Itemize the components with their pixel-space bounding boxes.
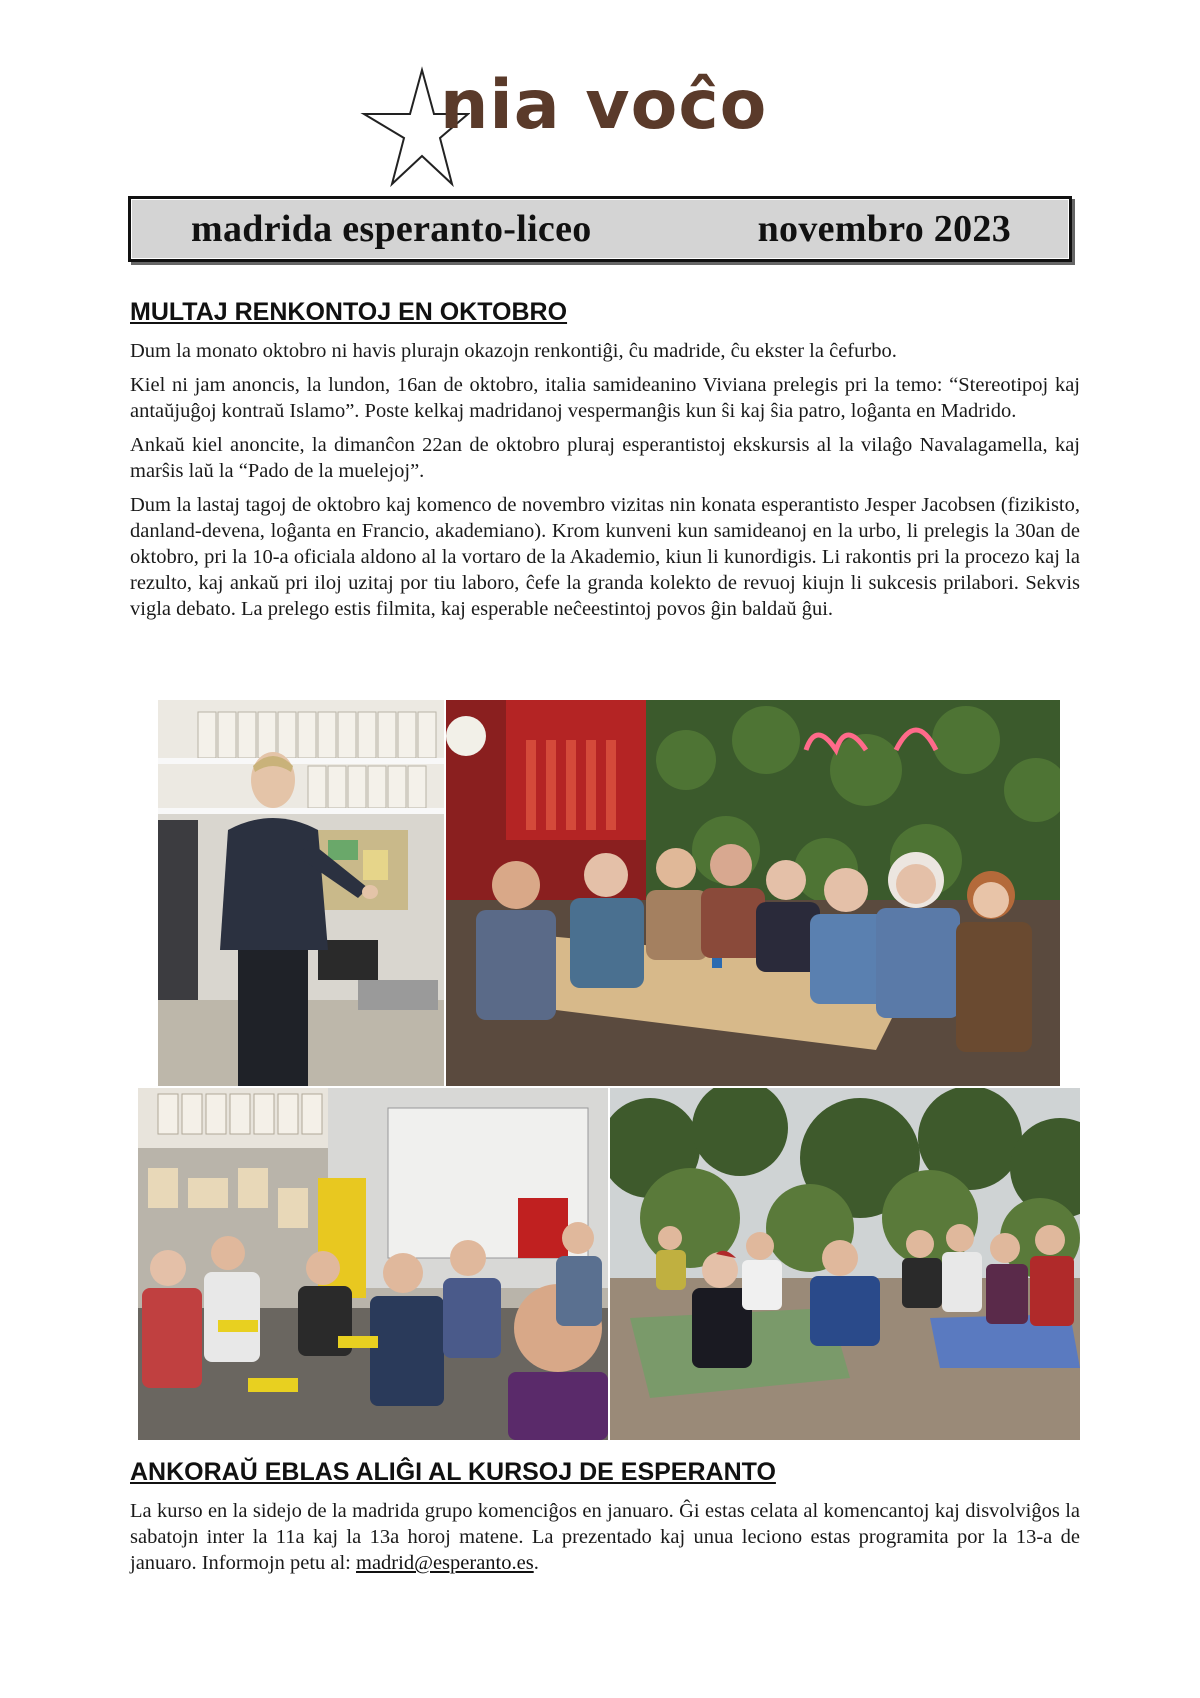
- newsletter-title: nia voĉo: [440, 66, 768, 145]
- paragraph: Dum la lastaj tagoj de oktobro kaj komenco de novembro vizitas nin konata esperantisto Jesper Jacobsen (fizikisto, danland-devena, loĝanta en Francio, akademiano). Krom kunveni kun samideanoj en la urbo, li prelegis la 30an de oktobro, pri la 10-a oficiala aldono al la vortaro de la Akademio, kiun li kunordigis. Li rakontis pri la procezo kaj la rezulto, kaj ankaŭ pri iloj uzitaj por tiu laboro, ĉefe la granda kolekto de revuoj kiujn li sukcesis prilabori. Sekvis vigla debato. La prelego estis filmita, kaj esperable neĉeestintoj povos ĝin baldaŭ ĝui.: [130, 494, 1080, 620]
- article-heading-meetings: MULTAJ RENKONTOJ EN OKTOBRO: [130, 298, 568, 326]
- organization-name: madrida esperanto-liceo: [191, 208, 592, 250]
- photo-restaurant-group: [446, 700, 1060, 1086]
- paragraph: Dum la monato oktobro ni havis plurajn okazojn renkontiĝi, ĉu madride, ĉu ekster la ĉefurbo.: [130, 340, 897, 362]
- article-heading-courses: ANKORAŬ EBLAS ALIĜI AL KURSOJ DE ESPERANTO: [130, 1458, 776, 1486]
- article-body-courses: [130, 1498, 1080, 1584]
- course-text-end: .: [533, 1552, 539, 1574]
- course-text: La kurso en la sidejo de la madrida grupo komenciĝos en januaro. Ĝi estas celata al komencantoj kaj disvolviĝos la sabatojn inter la 11a kaj la 13a horoj matene. La prezentado kaj unua leciono estas programita por la 13-a de januaro. Informojn petu al:: [130, 1500, 1080, 1574]
- photo-lecture-audience: [138, 1088, 608, 1440]
- email-link[interactable]: madrid@esperanto.es: [356, 1552, 534, 1574]
- paragraph: Kiel ni jam anoncis, la lundon, 16an de oktobro, italia samideanino Viviana prelegis pri la temo: “Stereotipoj kaj antaŭjuĝoj kontraŭ Islamo”. Poste kelkaj madridanoj vespermanĝis kun ŝi kaj ŝia patro, loĝanta en Madrido.: [130, 374, 1080, 422]
- issue-date: novembro 2023: [757, 208, 1011, 250]
- masthead: [360, 64, 780, 194]
- paragraph: Ankaŭ kiel anoncite, la dimanĉon 22an de oktobro pluraj esperantistoj ekskursis al la vilaĝo Navalagamella, kaj marŝis laŭ la “Pado de la muelejoj”.: [130, 434, 1080, 482]
- photo-lecturer: [158, 700, 444, 1086]
- photo-excursion-group: [610, 1088, 1080, 1440]
- article-body-meetings: [130, 338, 1080, 630]
- header-banner: [128, 196, 1072, 262]
